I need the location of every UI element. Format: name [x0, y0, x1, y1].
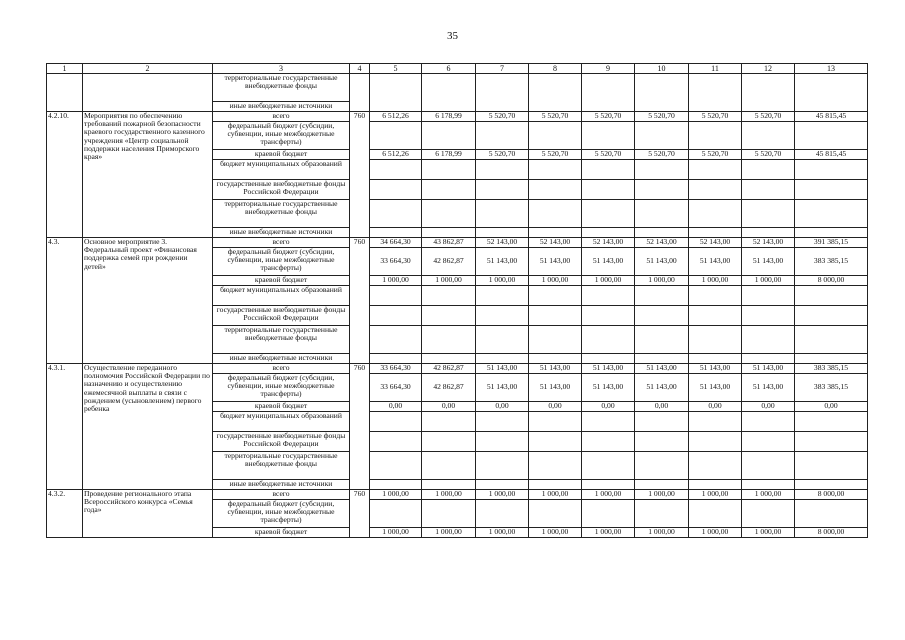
- value-cell: 0,00: [529, 402, 582, 412]
- value-cell: 51 143,00: [689, 374, 742, 402]
- name-cell: Основное мероприятие 3. Федеральный проект «Финансовая поддержка семей при рождении детей»: [83, 238, 213, 364]
- value-cell: 1 000,00: [529, 276, 582, 286]
- value-cell: 51 143,00: [742, 364, 795, 374]
- value-cell: 51 143,00: [689, 248, 742, 276]
- source-cell: всего: [213, 490, 350, 500]
- value-cell: 51 143,00: [529, 374, 582, 402]
- value-cell: 5 520,70: [476, 150, 529, 160]
- source-cell: бюджет муниципальных образований: [213, 286, 350, 306]
- table-row: [47, 74, 868, 102]
- value-cell: 51 143,00: [635, 364, 689, 374]
- value-cell: 51 143,00: [476, 374, 529, 402]
- value-cell: 8 000,00: [795, 276, 868, 286]
- value-cell: 1 000,00: [689, 276, 742, 286]
- value-cell: 1 000,00: [689, 490, 742, 500]
- value-cell: 45 815,45: [795, 150, 868, 160]
- column-header: 1: [47, 64, 83, 74]
- value-cell: 1 000,00: [635, 276, 689, 286]
- table-row: [47, 238, 868, 248]
- value-cell: 1 000,00: [582, 528, 635, 538]
- source-cell: государственные внебюджетные фонды Российской Федерации: [213, 306, 350, 326]
- value-cell: 1 000,00: [422, 528, 476, 538]
- value-cell: 52 143,00: [689, 238, 742, 248]
- value-cell: 5 520,70: [742, 150, 795, 160]
- value-cell: 51 143,00: [476, 248, 529, 276]
- value-cell: 51 143,00: [582, 374, 635, 402]
- source-cell: иные внебюджетные источники: [213, 354, 350, 364]
- value-cell: 0,00: [422, 402, 476, 412]
- value-cell: 0,00: [582, 402, 635, 412]
- source-cell: территориальные государственные внебюджетные фонды: [213, 452, 350, 480]
- value-cell: 1 000,00: [582, 490, 635, 500]
- value-cell: 0,00: [742, 402, 795, 412]
- value-cell: 51 143,00: [529, 248, 582, 276]
- grbs-cell: 760: [350, 112, 370, 238]
- source-cell: краевой бюджет: [213, 276, 350, 286]
- value-cell: 51 143,00: [529, 364, 582, 374]
- value-cell: 383 385,15: [795, 374, 868, 402]
- column-header: 12: [742, 64, 795, 74]
- source-cell: иные внебюджетные источники: [213, 228, 350, 238]
- value-cell: 52 143,00: [635, 238, 689, 248]
- source-cell: иные внебюджетные источники: [213, 480, 350, 490]
- value-cell: 391 385,15: [795, 238, 868, 248]
- value-cell: 383 385,15: [795, 248, 868, 276]
- source-cell: государственные внебюджетные фонды Российской Федерации: [213, 180, 350, 200]
- table-row: [47, 490, 868, 500]
- value-cell: 1 000,00: [422, 490, 476, 500]
- value-cell: 8 000,00: [795, 528, 868, 538]
- value-cell: 33 664,30: [370, 248, 422, 276]
- source-cell: всего: [213, 238, 350, 248]
- column-number-row: [47, 64, 868, 74]
- value-cell: 33 664,30: [370, 364, 422, 374]
- column-header: 2: [83, 64, 213, 74]
- budget-table: [46, 63, 868, 538]
- value-cell: 1 000,00: [370, 276, 422, 286]
- value-cell: 1 000,00: [742, 276, 795, 286]
- value-cell: 5 520,70: [635, 112, 689, 122]
- table-row: [47, 112, 868, 122]
- grbs-cell: 760: [350, 364, 370, 490]
- name-cell: Проведение регионального этапа Всероссийского конкурса «Семья года»: [83, 490, 213, 538]
- value-cell: 1 000,00: [689, 528, 742, 538]
- value-cell: 51 143,00: [689, 364, 742, 374]
- value-cell: 43 862,87: [422, 238, 476, 248]
- value-cell: 1 000,00: [742, 490, 795, 500]
- value-cell: 0,00: [689, 402, 742, 412]
- column-header: 13: [795, 64, 868, 74]
- column-header: 3: [213, 64, 350, 74]
- value-cell: 5 520,70: [582, 150, 635, 160]
- value-cell: 6 178,99: [422, 112, 476, 122]
- value-cell: 1 000,00: [476, 528, 529, 538]
- value-cell: 52 143,00: [529, 238, 582, 248]
- value-cell: 5 520,70: [635, 150, 689, 160]
- value-cell: 6 512,26: [370, 150, 422, 160]
- value-cell: 5 520,70: [529, 150, 582, 160]
- value-cell: 34 664,30: [370, 238, 422, 248]
- source-cell: бюджет муниципальных образований: [213, 412, 350, 432]
- source-cell: всего: [213, 112, 350, 122]
- value-cell: 5 520,70: [582, 112, 635, 122]
- column-header: 8: [529, 64, 582, 74]
- value-cell: 0,00: [795, 402, 868, 412]
- value-cell: 0,00: [476, 402, 529, 412]
- name-cell: [83, 74, 213, 112]
- value-cell: 383 385,15: [795, 364, 868, 374]
- value-cell: 42 862,87: [422, 248, 476, 276]
- source-cell: бюджет муниципальных образований: [213, 160, 350, 180]
- value-cell: 5 520,70: [742, 112, 795, 122]
- source-cell: федеральный бюджет (субсидии, субвенции, иные межбюджетные трансферты): [213, 122, 350, 150]
- value-cell: 51 143,00: [635, 374, 689, 402]
- code-cell: 4.3.2.: [47, 490, 83, 538]
- value-cell: 1 000,00: [370, 528, 422, 538]
- value-cell: 1 000,00: [635, 528, 689, 538]
- value-cell: 1 000,00: [529, 490, 582, 500]
- value-cell: 8 000,00: [795, 490, 868, 500]
- column-header: 6: [422, 64, 476, 74]
- source-cell: территориальные государственные внебюджетные фонды: [213, 326, 350, 354]
- source-cell: краевой бюджет: [213, 402, 350, 412]
- source-cell: территориальные государственные внебюджетные фонды: [213, 74, 350, 102]
- name-cell: Мероприятия по обеспечению требований пожарной безопасности краевого государственного казенного учреждения «Центр социальной поддержки населения Приморского края»: [83, 112, 213, 238]
- page-number: 35: [447, 30, 458, 42]
- name-cell: Осуществление переданного полномочия Российской Федерации по назначению и осуществлению ежемесячной выплаты в связи с рождением (усыновлением) первого ребенка: [83, 364, 213, 490]
- column-header: 9: [582, 64, 635, 74]
- source-cell: краевой бюджет: [213, 150, 350, 160]
- table-row: [47, 364, 868, 374]
- source-cell: территориальные государственные внебюджетные фонды: [213, 200, 350, 228]
- value-cell: 33 664,30: [370, 374, 422, 402]
- source-cell: краевой бюджет: [213, 528, 350, 538]
- column-header: 4: [350, 64, 370, 74]
- value-cell: 52 143,00: [582, 238, 635, 248]
- value-cell: 5 520,70: [689, 150, 742, 160]
- column-header: 10: [635, 64, 689, 74]
- value-cell: 0,00: [635, 402, 689, 412]
- value-cell: 1 000,00: [370, 490, 422, 500]
- grbs-cell: 760: [350, 490, 370, 538]
- value-cell: 5 520,70: [689, 112, 742, 122]
- column-header: 5: [370, 64, 422, 74]
- code-cell: 4.3.1.: [47, 364, 83, 490]
- value-cell: 1 000,00: [582, 276, 635, 286]
- value-cell: 6 178,99: [422, 150, 476, 160]
- value-cell: 51 143,00: [582, 364, 635, 374]
- value-cell: 0,00: [370, 402, 422, 412]
- value-cell: 5 520,70: [529, 112, 582, 122]
- value-cell: 1 000,00: [635, 490, 689, 500]
- code-cell: 4.3.: [47, 238, 83, 364]
- source-cell: федеральный бюджет (субсидии, субвенции, иные межбюджетные трансферты): [213, 374, 350, 402]
- value-cell: 1 000,00: [476, 490, 529, 500]
- value-cell: 52 143,00: [742, 238, 795, 248]
- source-cell: федеральный бюджет (субсидии, субвенции, иные межбюджетные трансферты): [213, 500, 350, 528]
- column-header: 7: [476, 64, 529, 74]
- value-cell: 1 000,00: [476, 276, 529, 286]
- source-cell: иные внебюджетные источники: [213, 102, 350, 112]
- value-cell: 1 000,00: [742, 528, 795, 538]
- value-cell: 52 143,00: [476, 238, 529, 248]
- value-cell: 45 815,45: [795, 112, 868, 122]
- value-cell: 1 000,00: [529, 528, 582, 538]
- source-cell: государственные внебюджетные фонды Российской Федерации: [213, 432, 350, 452]
- code-cell: 4.2.10.: [47, 112, 83, 238]
- source-cell: федеральный бюджет (субсидии, субвенции, иные межбюджетные трансферты): [213, 248, 350, 276]
- value-cell: 51 143,00: [742, 248, 795, 276]
- value-cell: 5 520,70: [476, 112, 529, 122]
- value-cell: 51 143,00: [582, 248, 635, 276]
- column-header: 11: [689, 64, 742, 74]
- value-cell: 6 512,26: [370, 112, 422, 122]
- code-cell: [47, 74, 83, 112]
- value-cell: 42 862,87: [422, 364, 476, 374]
- value-cell: 51 143,00: [635, 248, 689, 276]
- value-cell: 1 000,00: [422, 276, 476, 286]
- value-cell: 51 143,00: [476, 364, 529, 374]
- value-cell: 51 143,00: [742, 374, 795, 402]
- value-cell: 42 862,87: [422, 374, 476, 402]
- source-cell: всего: [213, 364, 350, 374]
- grbs-cell: 760: [350, 238, 370, 364]
